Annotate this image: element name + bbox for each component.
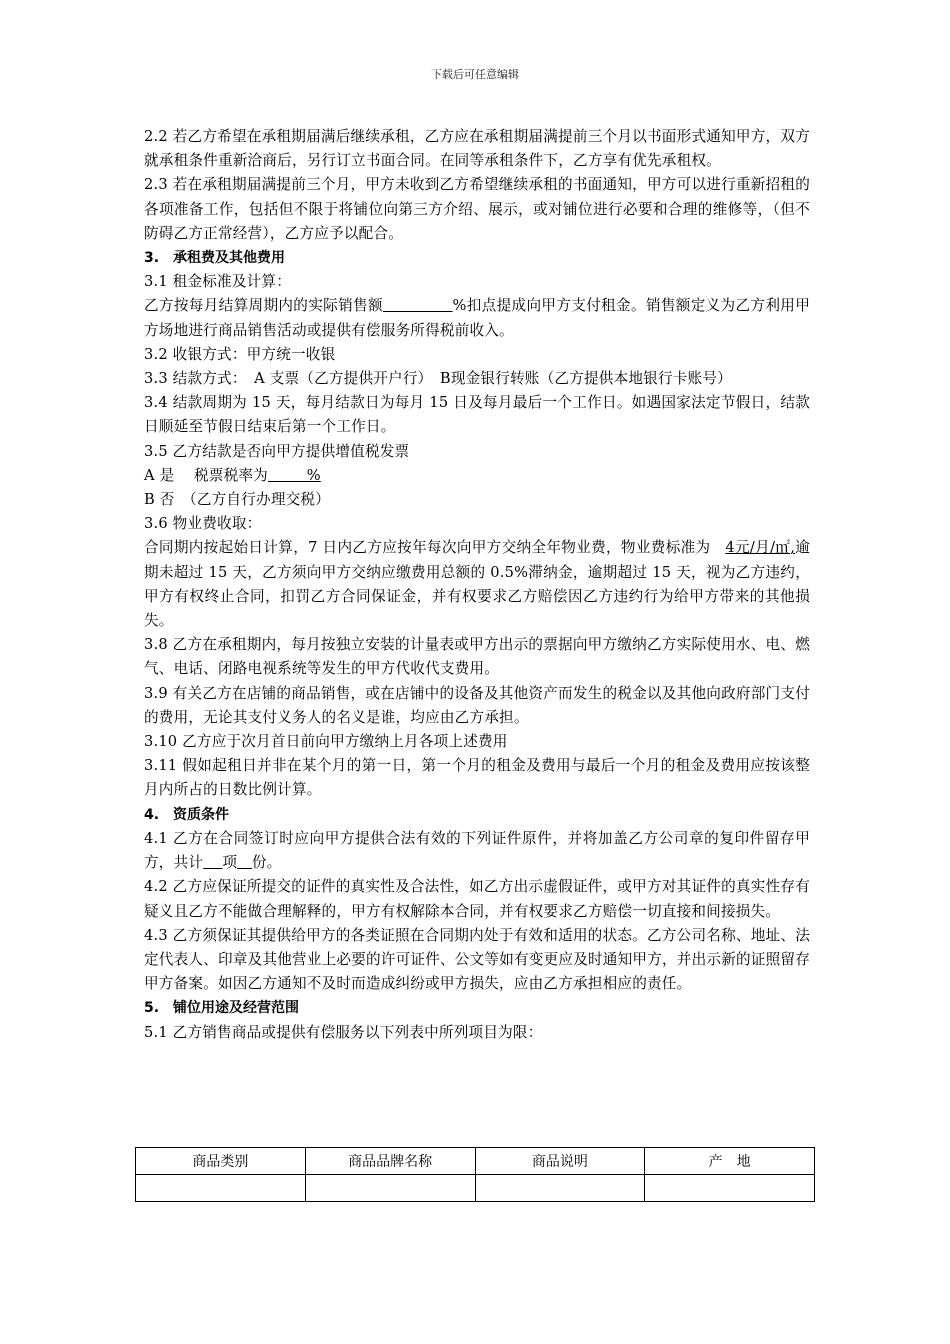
- clause-3-5-option-b: B 否 （乙方自行办理交税）: [144, 491, 330, 509]
- table-row: [136, 1175, 815, 1202]
- commission-rate-blank: [383, 297, 453, 314]
- clause-3-8: 3.8 乙方在承租期内，每月按独立安装的计量表或甲方出示的票据向甲方缴纳乙方实际使用水、电、燃气、电话、闭路电视系统等发生的甲方代收代支费用。: [144, 636, 810, 678]
- clause-2-2: 2.2 若乙方希望在承租期届满后继续承租，乙方应在承租期届满提前三个月以书面形式通知甲方，双方就承租条件重新洽商后，另行订立书面合同。在同等承租条件下，乙方享有优先承租权。: [144, 128, 810, 170]
- cell-description[interactable]: [475, 1175, 645, 1202]
- clause-3-4: 3.4 结款周期为 15 天，每月结款日为每月 15 日及每月最后一个工作日。如遇国家法定节假日，结款日顺延至节假日结束后第一个工作日。: [144, 394, 810, 436]
- section-4-heading: 4. 资质条件: [144, 806, 230, 823]
- clause-3-11: 3.11 假如起租日并非在某个月的第一日，第一个月的租金及费用与最后一个月的租金及费用应按该整月内所占的日数比例计算。: [144, 757, 810, 799]
- cell-category[interactable]: [136, 1175, 306, 1202]
- clause-3-9: 3.9 有关乙方在店铺的商品销售，或在店铺中的设备及其他资产而发生的税金以及其他向政府部门支付的费用，无论其支付义务人的名义是谁，均应由乙方承担。: [144, 684, 810, 726]
- page-header: 下载后可任意编辑: [431, 68, 519, 81]
- document-body: [144, 125, 810, 1045]
- clause-3-10: 3.10 乙方应于次月首日前向甲方缴纳上月各项上述费用: [144, 733, 508, 751]
- header-origin: 产 地: [645, 1148, 815, 1175]
- clause-3-1-detail: 乙方按每月结算周期内的实际销售额 %扣点提成向甲方支付租金。销售额定义为乙方利用甲方场地进行商品销售活动或提供有偿服务所得税前收入。: [144, 297, 811, 339]
- clause-3-5-option-a: A 是 税票税率为 %: [144, 466, 321, 484]
- clause-3-6-detail: 合同期内按起始日计算，7 日内乙方应按年每次向甲方交纳全年物业费，物业费标准为 4元/月/㎡,逾期未超过 15 天，乙方须向甲方交纳应缴费用总额的 0.5%滞纳金，逾期超过 15 天，视为乙方违约，甲方有权终止合同，扣罚乙方合同保证金，并有权要求乙方赔偿因乙方违约行为给甲方带来的其他损失。: [144, 539, 810, 630]
- clause-4-3: 4.3 乙方须保证其提供给甲方的各类证照在合同期内处于有效和适用的状态。乙方公司名称、地址、法定代表人、印章及其他营业上必要的许可证件、公文等如有变更应及时通知甲方，并出示新的证照留存甲方备案。如因乙方通知不及时而造成纠纷或甲方损失，应由乙方承担相应的责任。: [144, 926, 810, 993]
- section-3-heading: 3. 承租费及其他费用: [144, 250, 286, 267]
- item-count-blank: [203, 854, 222, 871]
- cell-origin[interactable]: [645, 1175, 815, 1202]
- clause-2-3: 2.3 若在承租期届满提前三个月，甲方未收到乙方希望继续承租的书面通知，甲方可以进行重新招租的各项准备工作，包括但不限于将铺位向第三方介绍、展示，或对铺位进行必要和合理的维修等，（但不防碍乙方正常经营），乙方应予以配合。: [144, 176, 810, 242]
- clause-3-6: 3.6 物业费收取：: [144, 515, 262, 533]
- cell-brand[interactable]: [305, 1175, 475, 1202]
- clause-3-5: 3.5 乙方结款是否向甲方提供增值税发票: [144, 442, 410, 460]
- clause-4-2: 4.2 乙方应保证所提交的证件的真实性及合法性，如乙方出示虚假证件，或甲方对其证件的真实性存有疑义且乙方不能做合理解释的，甲方有权解除本合同，并有权要求乙方赔偿一切直接和间接损失。: [144, 878, 810, 920]
- header-category: 商品类别: [136, 1148, 306, 1175]
- property-fee-rate: 4元/月/㎡,: [725, 539, 796, 557]
- clause-3-3: 3.3 结款方式： A 支票（乙方提供开户行） B现金银行转账（乙方提供本地银行卡账号）: [144, 370, 732, 388]
- clause-4-1: 4.1 乙方在合同签订时应向甲方提供合法有效的下列证件原件，并将加盖乙方公司章的复印件留存甲方，共计 项 份。: [144, 829, 810, 872]
- clause-5-1: 5.1 乙方销售商品或提供有偿服务以下列表中所列项目为限：: [144, 1023, 543, 1041]
- table-header-row: [136, 1148, 815, 1175]
- section-5-heading: 5. 铺位用途及经营范围: [144, 1000, 300, 1017]
- header-brand: 商品品牌名称: [305, 1148, 475, 1175]
- tax-rate-blank: %: [267, 466, 321, 484]
- clause-3-2: 3.2 收银方式：甲方统一收银: [144, 345, 336, 363]
- clause-3-1: 3.1 租金标准及计算：: [144, 273, 291, 291]
- header-description: 商品说明: [475, 1148, 645, 1175]
- copy-count-blank: [237, 854, 252, 871]
- goods-table: [135, 1147, 815, 1202]
